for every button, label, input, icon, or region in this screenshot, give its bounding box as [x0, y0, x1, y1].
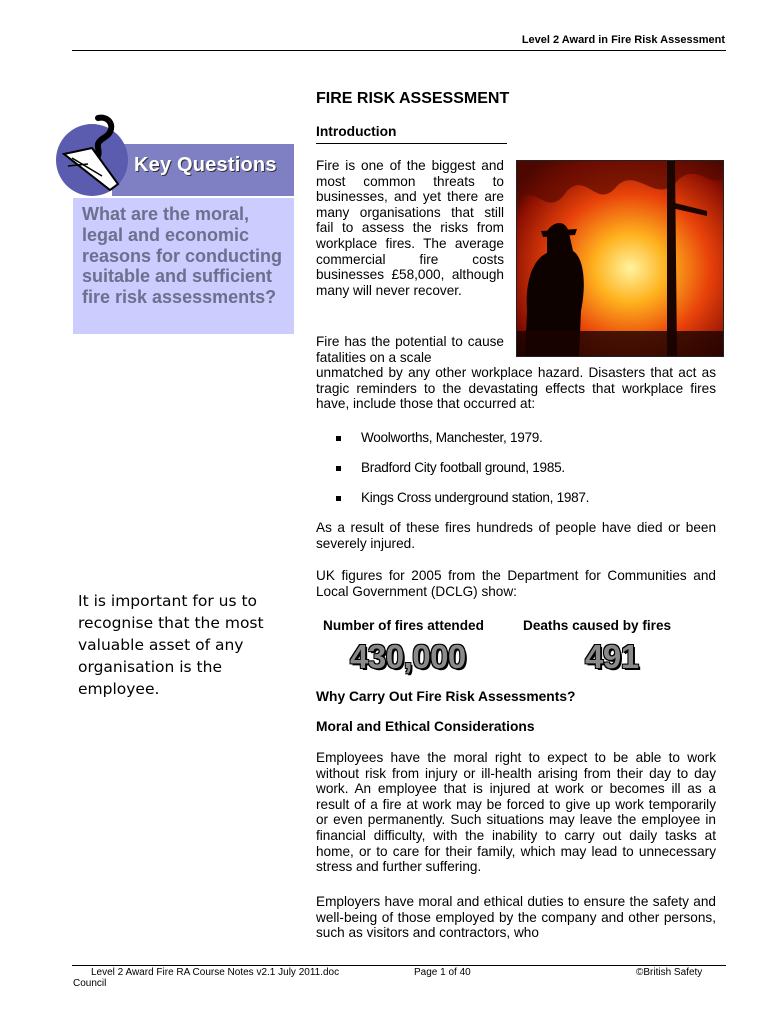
bullet-item	[336, 460, 565, 475]
hazard-paragraph-cont: unmatched by any other workplace hazard. Disasters that act as tragic reminders to the devastating effects that workplace fires have, include those that occurred at:	[316, 365, 716, 412]
footer-copyright: ©British Safety	[636, 967, 703, 978]
key-questions-banner	[56, 114, 294, 196]
moral-heading: Moral and Ethical Considerations	[316, 719, 535, 734]
fires-attended-label: Number of fires attended	[323, 618, 484, 633]
header-rule	[72, 50, 726, 51]
deaths-value: 491	[585, 638, 639, 675]
bullet-item	[336, 490, 589, 505]
employers-paragraph: Employers have moral and ethical duties to ensure the safety and well-being of those employed by the company and other persons, such as visitors and contractors, who	[316, 894, 716, 941]
result-paragraph: As a result of these fires hundreds of people have died or been severely injured.	[316, 520, 716, 551]
fire-photo	[516, 160, 724, 357]
running-header: Level 2 Award in Fire Risk Assessment	[521, 34, 725, 46]
bullet-marker	[336, 466, 341, 471]
bullet-text: Bradford City football ground, 1985.	[361, 460, 565, 475]
bullet-marker	[336, 436, 341, 441]
bullet-text: Kings Cross underground station, 1987.	[361, 490, 590, 505]
intro-paragraph: Fire is one of the biggest and most common threats to businesses, and yet there are many organisations that still fail to assess the risks from workplace fires. The average commercial fire costs businesses £58,000, although many will never recover.	[316, 158, 504, 298]
hazard-paragraph-start: Fire has the potential to cause fatalities on a scale	[316, 334, 504, 365]
intro-underline	[316, 143, 507, 144]
bullet-marker	[336, 496, 341, 501]
bullet-text: Woolworths, Manchester, 1979.	[361, 430, 543, 445]
intro-heading: Introduction	[316, 124, 397, 139]
footer-filename: Level 2 Award Fire RA Course Notes v2.1 July 2011.doc	[91, 967, 340, 978]
key-questions-title: Key Questions	[134, 154, 277, 176]
footer-copyright-cont: Council	[73, 978, 107, 989]
key-question-text: What are the moral, legal and economic reasons for conducting suitable and sufficient fire risk assessments?	[82, 204, 283, 308]
figures-paragraph: UK figures for 2005 from the Department for Communities and Local Government (DCLG) show:	[316, 568, 716, 599]
page-title: FIRE RISK ASSESSMENT	[316, 90, 510, 107]
fires-attended-value: 430,000	[350, 638, 466, 675]
moral-paragraph: Employees have the moral right to expect to be able to work without risk from injury or ill-health arising from their day to day work. An employee that is injured at work or becomes ill as a result of a fire at work may be forced to give up work temporarily or even permanently. Such situations may leave the employee in financial difficulty, with the inability to carry out daily tasks at home, or to care for their family, which may lead to unnecessary stress and further suffering.	[316, 750, 716, 875]
footer-rule	[72, 965, 726, 966]
hand-question-icon	[58, 114, 130, 196]
bullet-item	[336, 430, 542, 445]
deaths-label: Deaths caused by fires	[523, 618, 672, 633]
footer-page-number: Page 1 of 40	[414, 967, 471, 978]
side-quote: It is important for us to recognise that the most valuable asset of any organisation is the employee.	[78, 592, 264, 698]
why-heading: Why Carry Out Fire Risk Assessments?	[316, 689, 576, 704]
key-question-box	[73, 198, 294, 334]
